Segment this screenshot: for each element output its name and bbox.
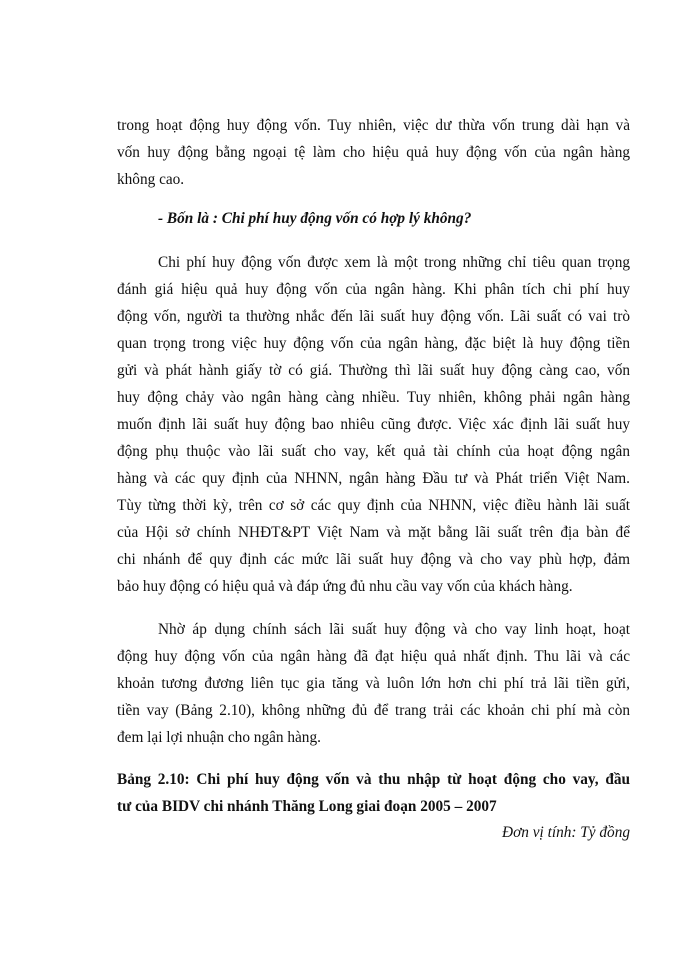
table-caption-line-2: tư của BIDV chi nhánh Thăng Long giai đoạn 2005 – 2007: [117, 798, 497, 815]
section-heading: - Bốn là : Chi phí huy động vốn có hợp lý không?: [158, 210, 472, 227]
paragraph-2-line-8: động phụ thuộc vào lãi suất cho vay, kết quả tài chính của hoạt động ngân: [117, 443, 630, 460]
paragraph-2-line-13: bảo huy động có hiệu quả và đáp ứng đủ nhu cầu vay vốn của khách hàng.: [117, 578, 573, 595]
paragraph-2-line-1: Chi phí huy động vốn được xem là một trong những chỉ tiêu quan trọng: [158, 254, 630, 271]
unit-note: Đơn vị tính: Tỷ đồng: [502, 824, 630, 841]
paragraph-3-line-5: đem lại lợi nhuận cho ngân hàng.: [117, 729, 321, 746]
paragraph-2-line-7: muốn định lãi suất huy động bao nhiêu cũng được. Việc xác định lãi suất huy: [117, 416, 630, 433]
table-caption-line-1: Bảng 2.10: Chi phí huy động vốn và thu nhập từ hoạt động cho vay, đầu: [117, 771, 630, 788]
paragraph-2-line-4: quan trọng trong việc huy động vốn của ngân hàng, đặc biệt là huy động tiền: [117, 335, 630, 352]
paragraph-3-line-2: động huy động vốn của ngân hàng đã đạt hiệu quả nhất định. Thu lãi và các: [117, 648, 630, 665]
paragraph-2-line-3: động vốn, người ta thường nhắc đến lãi suất huy động vốn. Lãi suất có vai trò: [117, 308, 630, 325]
paragraph-2-line-12: chi nhánh để quy định các mức lãi suất huy động và cho vay phù hợp, đảm: [117, 551, 630, 568]
paragraph-2-line-11: của Hội sở chính NHĐT&PT Việt Nam và mặt bằng lãi suất trên địa bàn để: [117, 524, 630, 541]
paragraph-2-line-10: Tùy từng thời kỳ, trên cơ sở các quy định của NHNN, việc điều hành lãi suất: [117, 497, 630, 514]
paragraph-1-line-2: vốn huy động bằng ngoại tệ làm cho hiệu quả huy động vốn của ngân hàng: [117, 144, 630, 161]
paragraph-3-line-3: khoản tương đương liên tục gia tăng và luôn lớn hơn chi phí trả lãi tiền gửi,: [117, 675, 630, 692]
paragraph-2-line-6: huy động chảy vào ngân hàng càng nhiều. Tuy nhiên, không phải ngân hàng: [117, 389, 630, 406]
paragraph-1-line-3: không cao.: [117, 171, 185, 188]
paragraph-2-line-2: đánh giá hiệu quả huy động vốn của ngân hàng. Khi phân tích chi phí huy: [117, 281, 630, 298]
paragraph-2-line-5: gửi và phát hành giấy tờ có giá. Thường thì lãi suất huy động càng cao, vốn: [117, 362, 630, 379]
paragraph-2-line-9: hàng và các quy định của NHNN, ngân hàng Đầu tư và Phát triển Việt Nam.: [117, 470, 630, 487]
paragraph-3-line-1: Nhờ áp dụng chính sách lãi suất huy động và cho vay linh hoạt, hoạt: [158, 621, 630, 638]
paragraph-3-line-4: tiền vay (Bảng 2.10), không những đủ để trang trải các khoản chi phí mà còn: [117, 702, 630, 719]
paragraph-1-line-1: trong hoạt động huy động vốn. Tuy nhiên, việc dư thừa vốn trung dài hạn và: [117, 117, 630, 134]
